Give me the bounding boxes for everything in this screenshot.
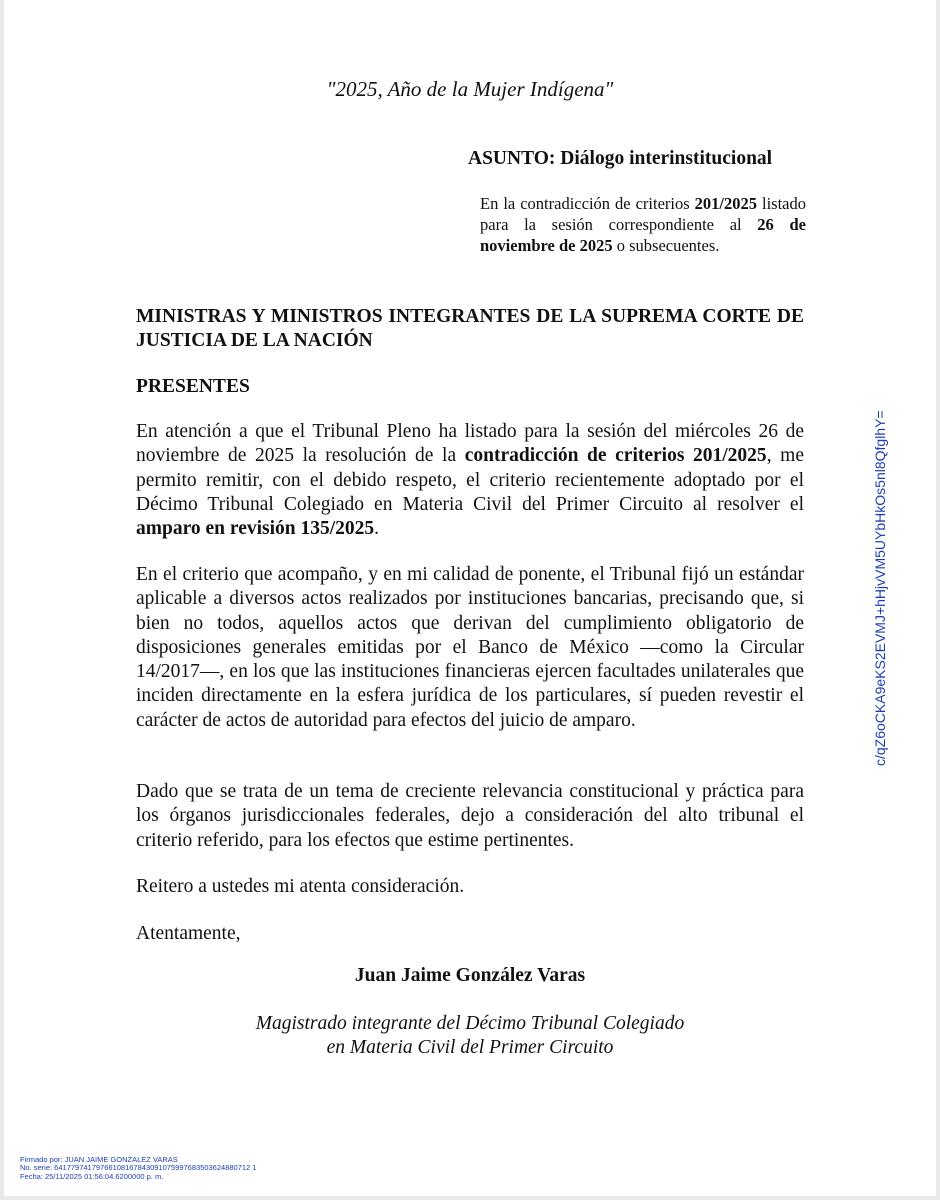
addressee: MINISTRAS Y MINISTROS INTEGRANTES DE LA SUPREMA CORTE DE JUSTICIA DE LA NACIÓN (136, 306, 804, 352)
subject-line: ASUNTO: Diálogo interinstitucional (468, 148, 773, 169)
electronic-signature-stamp (20, 1156, 256, 1181)
reference-text: En la contradicción de criterios (480, 194, 695, 213)
reference-text: listado para la sesión correspondiente al (480, 194, 806, 234)
verification-code-text: c/qZ6oCKA9eKS2EVMJ+hHjvVM5UYbHkOs5nl8QfglhY= (872, 410, 888, 766)
certificate-serial: No. serie: 64177974179766108167843091075997683503624880712 1 (20, 1163, 257, 1173)
paragraph-1 (136, 420, 804, 541)
signer-name: Juan Jaime González Varas (354, 965, 586, 986)
paragraph-bold-amparo: amparo en revisión 135/2025 (136, 518, 375, 540)
year-motto: "2025, Año de la Mujer Indígena" (326, 77, 614, 101)
closing-line: Reitero a ustedes mi atenta consideración. (136, 876, 465, 897)
paragraph-text: En atención a que el Tribunal Pleno ha listado para la sesión del miércoles 26 de noviembre de 2025 la resolución de la (136, 421, 804, 467)
farewell: Atentamente, (136, 923, 241, 944)
signed-by: Firmado por: JUAN JAIME GONZALEZ VARAS (20, 1155, 178, 1164)
position-line-2: en Materia Civil del Primer Circuito (326, 1037, 614, 1058)
signer-position (0, 1012, 940, 1060)
paragraph-2: En el criterio que acompaño, y en mi calidad de ponente, el Tribunal fijó un estándar aplicable a diversos actos realizados por instituciones bancarias, precisando que, si bien no todos, aquellos actos que derivan del cumplimiento obligatorio de disposiciones generales emitidas por el Banco de México —como la Circular 14/2017—, en los que las instituciones financieras ejercen facultades unilaterales que inciden directamente en la esfera jurídica de los particulares, sí pueden revestir el carácter de actos de autoridad para efectos del juicio de amparo. (136, 564, 804, 731)
reference-block (480, 193, 806, 256)
position-line-1: Magistrado integrante del Décimo Tribunal Colegiado (255, 1013, 685, 1034)
paragraph-text: . (374, 518, 380, 540)
reference-text: o subsecuentes. (612, 236, 720, 255)
signature-date: Fecha: 25/11/2025 01:56:04.6200000 p. m. (20, 1171, 164, 1181)
paragraph-text: , me permito remitir, con el debido respeto, el criterio recientemente adoptado por el Décimo Tribunal Colegiado en Materia Civil del Primer Circuito al resolver el (136, 445, 804, 515)
paragraph-bold-case: contradicción de criterios 201/2025 (464, 445, 767, 467)
salutation: PRESENTES (136, 376, 250, 397)
reference-case-number: 201/2025 (694, 194, 757, 213)
verification-code (868, 410, 898, 770)
reference-session-date: 26 de noviembre de 2025 (480, 215, 806, 255)
paragraph-3: Dado que se trata de un tema de creciente relevancia constitucional y práctica para los órganos jurisdiccionales federales, dejo a consideración del alto tribunal el criterio referido, para los efectos que estime pertinentes. (136, 781, 804, 851)
